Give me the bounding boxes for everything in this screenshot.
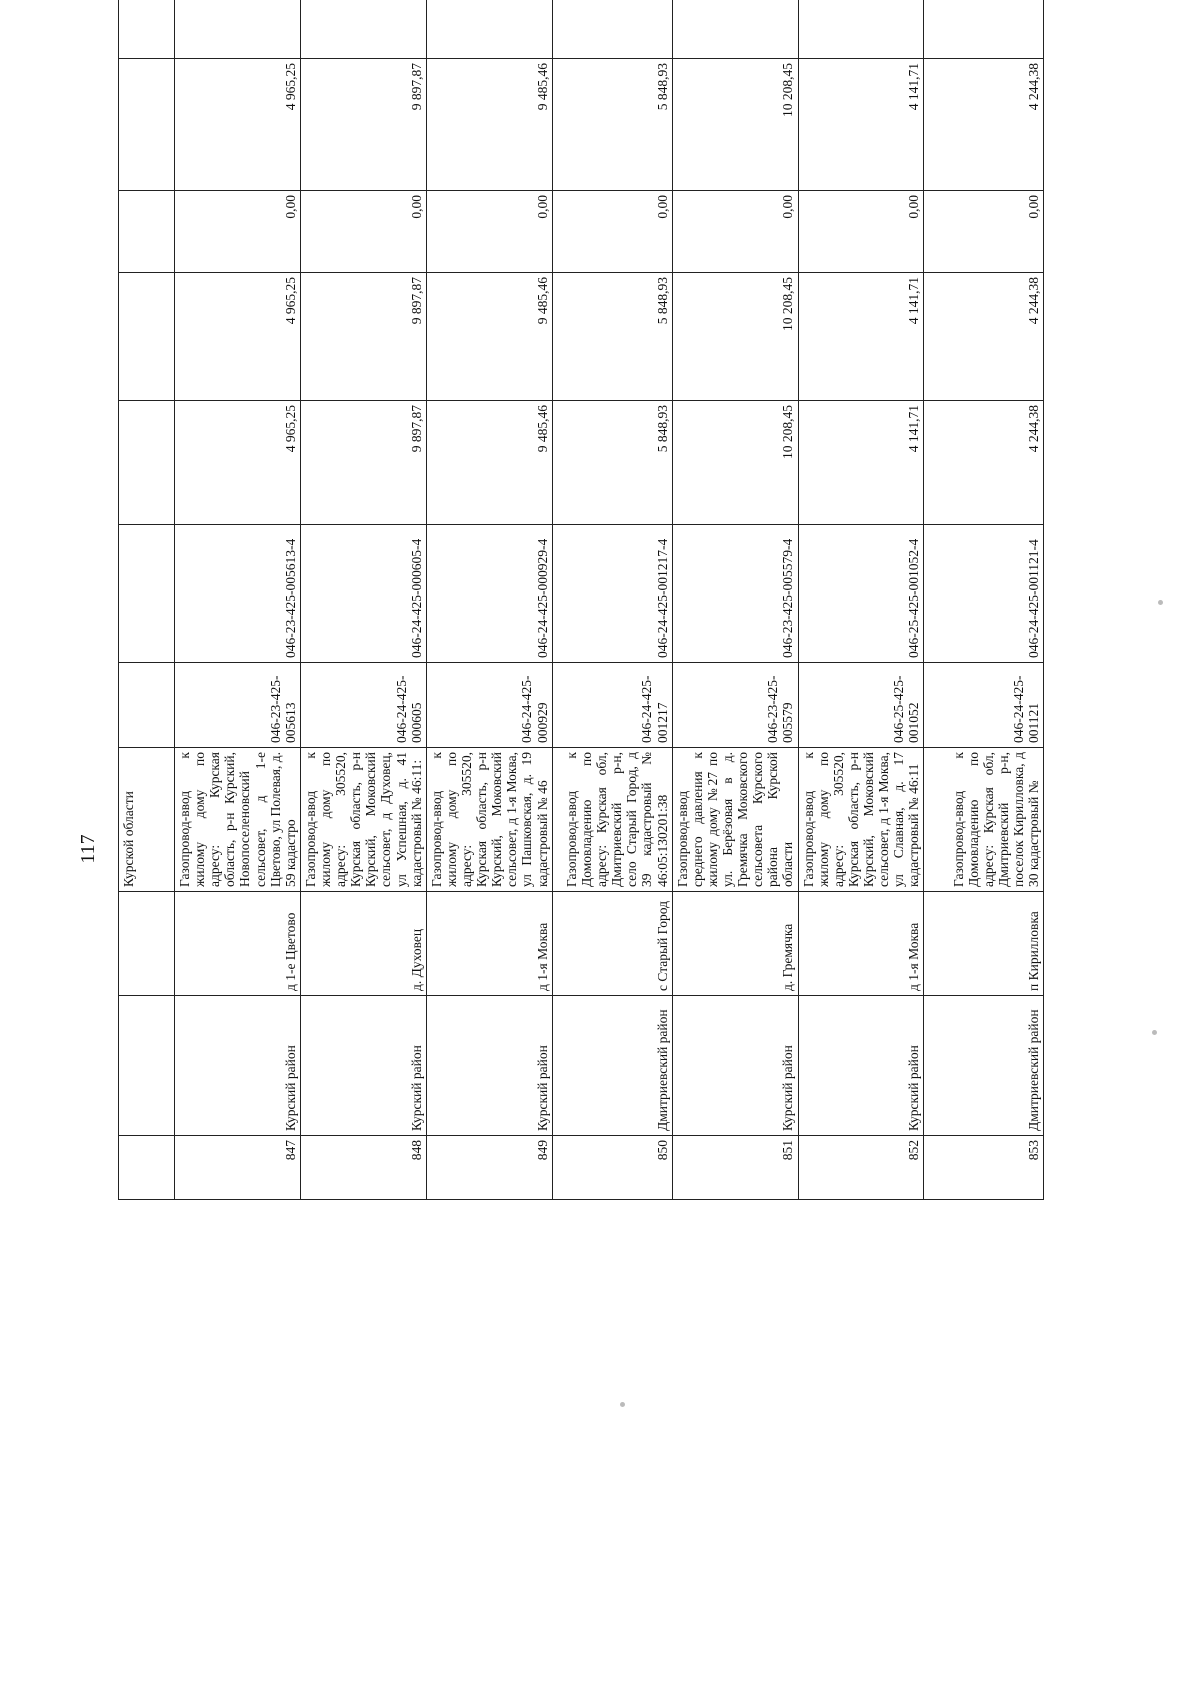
blank-cell (119, 996, 175, 1136)
registry-number-cell: 046-23-425-005579-4 (672, 525, 798, 663)
depreciation-cell: 0,00 (552, 191, 672, 273)
rotated-table-frame (118, 63, 1042, 1200)
blank-cell (119, 0, 175, 59)
registry-number-cell: 046-24-425-001217-4 (552, 525, 672, 663)
table-row (924, 0, 1044, 1200)
blank-cell (119, 663, 175, 748)
inventory-number-cell: 046-24-425-001217 (552, 663, 672, 748)
inventory-number-cell: 046-25-425-001052 (798, 663, 924, 748)
row-number: 852 (798, 1136, 924, 1200)
residual-value-cell: 10 208,45 (672, 59, 798, 191)
depreciation-cell: 0,00 (924, 191, 1044, 273)
page-number: 117 (77, 834, 99, 864)
initial-cost-cell: 4 244,38 (924, 401, 1044, 525)
scan-speck (620, 1402, 625, 1407)
depreciation-cell: 0,00 (300, 191, 426, 273)
registry-number-cell: 046-24-425-000605-4 (300, 525, 426, 663)
locality-cell: п Кирилловка (924, 892, 1044, 996)
value-cell-5 (300, 0, 426, 59)
book-value-cell: 4 965,25 (175, 273, 301, 401)
initial-cost-cell: 9 485,46 (426, 401, 552, 525)
locality-cell: д 1-я Моква (426, 892, 552, 996)
row-number: 847 (175, 1136, 301, 1200)
initial-cost-cell: 4 141,71 (798, 401, 924, 525)
inventory-number-cell: 046-23-425-005613 (175, 663, 301, 748)
initial-cost-cell: 4 965,25 (175, 401, 301, 525)
district-cell: Курский район (300, 996, 426, 1136)
blank-cell (119, 273, 175, 401)
depreciation-cell: 0,00 (426, 191, 552, 273)
table-row (672, 0, 798, 1200)
blank-cell (119, 1136, 175, 1200)
residual-value-cell: 4 244,38 (924, 59, 1044, 191)
value-cell-5 (924, 0, 1044, 59)
value-cell-5 (426, 0, 552, 59)
table-row (300, 0, 426, 1200)
registry-number-cell: 046-25-425-001052-4 (798, 525, 924, 663)
blank-cell (119, 525, 175, 663)
inventory-number-cell: 046-23-425-005579 (672, 663, 798, 748)
inventory-number-cell: 046-24-425-000605 (300, 663, 426, 748)
description-cell: Газопровод-ввод к жилому дому по адресу: 305520, Курская область, р-н Курский, Моковский сельсовет, д 1-я Моква, ул Пашковская, д. 19 кадастровый № 46 (426, 748, 552, 892)
row-number: 851 (672, 1136, 798, 1200)
description-cell: Газопровод-ввод к жилому дому по адресу: 305520, Курская область, р-н Курский, Моковский сельсовет, д Духовец, ул Успешная, д. 41 кадастровый № 46:11: (300, 748, 426, 892)
inventory-number-cell: 046-24-425-000929 (426, 663, 552, 748)
residual-value-cell: 5 848,93 (552, 59, 672, 191)
table-row (175, 0, 301, 1200)
value-cell-5 (552, 0, 672, 59)
table-row (552, 0, 672, 1200)
residual-value-cell: 9 897,87 (300, 59, 426, 191)
locality-cell: д 1-е Цветово (175, 892, 301, 996)
region-header-row (119, 0, 175, 1200)
initial-cost-cell: 10 208,45 (672, 401, 798, 525)
row-number: 850 (552, 1136, 672, 1200)
description-cell: Газопровод-ввод к жилому дому по адресу: Курская область, р-н Курский, Новопоселеновский сельсовет, д 1-е Цветово, ул Полевая, д. 59 кадастро (175, 748, 301, 892)
residual-value-cell: 4 965,25 (175, 59, 301, 191)
book-value-cell: 4 141,71 (798, 273, 924, 401)
district-cell: Курский район (175, 996, 301, 1136)
scan-speck (1158, 600, 1163, 605)
depreciation-cell: 0,00 (798, 191, 924, 273)
district-cell: Курский район (798, 996, 924, 1136)
district-cell: Курский район (426, 996, 552, 1136)
locality-cell: с Старый Город (552, 892, 672, 996)
inventory-number-cell: 046-24-425-001121 (924, 663, 1044, 748)
blank-cell (119, 191, 175, 273)
row-number: 853 (924, 1136, 1044, 1200)
locality-cell: д. Гремячка (672, 892, 798, 996)
registry-number-cell: 046-23-425-005613-4 (175, 525, 301, 663)
book-value-cell: 10 208,45 (672, 273, 798, 401)
scan-speck (1152, 1030, 1157, 1035)
blank-cell (119, 59, 175, 191)
value-cell-5 (798, 0, 924, 59)
depreciation-cell: 0,00 (672, 191, 798, 273)
book-value-cell: 4 244,38 (924, 273, 1044, 401)
book-value-cell: 9 897,87 (300, 273, 426, 401)
locality-cell: д 1-я Моква (798, 892, 924, 996)
book-value-cell: 9 485,46 (426, 273, 552, 401)
description-cell: Газопровод-ввод среднего давления к жилому дому №27 по ул. Берёзовая в д. Гремячка Моковского сельсовета Курского района Курской области (672, 748, 798, 892)
book-value-cell: 5 848,93 (552, 273, 672, 401)
district-cell: Дмитриевский район (924, 996, 1044, 1136)
assets-table (118, 0, 1044, 1200)
blank-cell (119, 892, 175, 996)
value-cell-5 (672, 0, 798, 59)
district-cell: Курский район (672, 996, 798, 1136)
depreciation-cell: 0,00 (175, 191, 301, 273)
registry-number-cell: 046-24-425-001121-4 (924, 525, 1044, 663)
district-cell: Дмитриевский район (552, 996, 672, 1136)
row-number: 849 (426, 1136, 552, 1200)
initial-cost-cell: 5 848,93 (552, 401, 672, 525)
residual-value-cell: 9 485,46 (426, 59, 552, 191)
description-cell: Газопровод-ввод к Домовладению по адресу: Курская обл, Дмитриевский р-н, поселок Кирилловка, д 30 кадастровый № (924, 748, 1044, 892)
row-number: 848 (300, 1136, 426, 1200)
locality-cell: д. Духовец (300, 892, 426, 996)
table-row (426, 0, 552, 1200)
table-row (798, 0, 924, 1200)
blank-cell (119, 401, 175, 525)
region-header: Курской области (119, 748, 175, 892)
registry-number-cell: 046-24-425-000929-4 (426, 525, 552, 663)
description-cell: Газопровод-ввод к жилому дому по адресу: 305520, Курская область, р-н Курский, Моковский сельсовет, д 1-я Моква, ул Славная, д. 17 кадастровый № 46:11 (798, 748, 924, 892)
value-cell-5 (175, 0, 301, 59)
description-cell: Газопровод-ввод к Домовладению по адресу: Курская обл, Дмитриевский р-н, село Старый Город, д 39 кадастровый № 46:05:130201:38 (552, 748, 672, 892)
residual-value-cell: 4 141,71 (798, 59, 924, 191)
initial-cost-cell: 9 897,87 (300, 401, 426, 525)
